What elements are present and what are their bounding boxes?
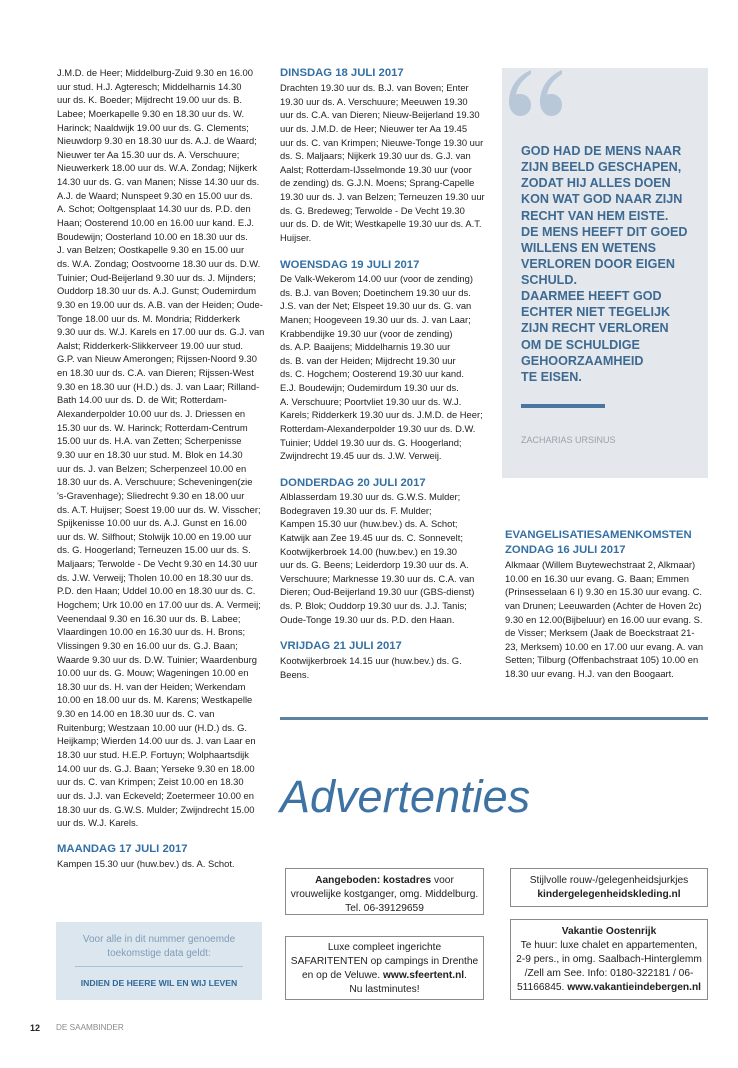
text-line: Setten; Tilburg (Offenbachstraat 105) 10.00 en	[505, 654, 699, 666]
text-line: Harinck; Naaldwijk 19.00 uur ds. G. Clements;	[57, 121, 249, 133]
bold-text: Vakantie Oostenrijk	[561, 926, 657, 937]
text-line: Huijser.	[280, 232, 312, 244]
evangelisation-heading: EVANGELISATIESAMENKOMSTEN	[505, 529, 692, 541]
text-line: Aalst; Ridderkerk-Slikkerveer 19.00 uur stud.	[57, 339, 244, 351]
text-line: J.S. van der Net; Elspeet 19.30 uur ds. G. van	[280, 300, 472, 312]
quote-mark-icon	[505, 68, 567, 116]
text-line: ds. S. Maljaars; Nijkerk 19.30 uur ds. G.J. van	[280, 150, 471, 162]
text-line: Heijkamp; Wierden 14.00 uur ds. J. van Laar en	[57, 735, 256, 747]
text-segment: en op de Veluwe.	[302, 970, 383, 981]
text-line: uur ds. W.J. Karels.	[57, 817, 139, 829]
text-line: Nu lastminutes!	[349, 984, 420, 995]
text-line: A. Verschuure; Poortvliet 19.30 uur ds. W.J.	[280, 395, 462, 407]
text-line: J. van Belzen; Oostkapelle 9.30 en 15.00 uur	[57, 244, 245, 256]
text-line: ds. B. van der Heiden; Mijdrecht 19.30 uur	[280, 354, 456, 366]
text-line: de Visser; Merksem (Jaak de Boeckstraat 21-	[505, 627, 695, 639]
text-line: 14.00 uur ds. G.J. Baan; Yerseke 9.30 en 18.00	[57, 762, 255, 774]
text-line: 10.00 en 18.00 uur ds. M. Karens; Westkapelle	[57, 694, 253, 706]
text-line: Maljaars; Terwolde - De Vecht 9.30 en 14.30 uur	[57, 558, 258, 570]
text-line: Veenendaal 9.30 en 16.30 uur ds. B. Labee;	[57, 612, 241, 624]
text-line: Kampen 15.30 uur (huw.bev.) ds. A. Schot;	[280, 518, 458, 530]
text-line: (Prinsesselaan 6 I) 9.30 en 15.30 uur evang. C.	[505, 586, 702, 598]
quote-mark-left	[509, 70, 531, 116]
text-line: Krabbendijke 19.30 uur (voor de zending)	[280, 327, 453, 339]
section-divider	[280, 717, 708, 720]
service-listing-wednesday	[280, 272, 483, 463]
quote-divider	[521, 404, 605, 408]
text-line: en 18.30 uur ds. C.A. van Dieren; Rijssen-West	[57, 367, 254, 379]
text-line: de zending) ds. G.J.N. Moens; Sprang-Capelle	[280, 177, 475, 189]
text-line: ZIJN BEELD GESCHAPEN,	[521, 160, 682, 175]
text-line: Rotterdam-Alexanderpolder 19.30 uur ds. D.W.	[280, 423, 476, 435]
text-line: 9.30 en 18.30 uur (H.D.) ds. J. van Laar; Rilland-	[57, 380, 260, 392]
bold-text: kindergelegenheidskleding.nl	[537, 889, 681, 900]
text-line: 18.30 uur ds. G.W.S. Mulder; Zwijndrecht 15.00	[57, 803, 255, 815]
publication-name: DE SAAMBINDER	[56, 1023, 124, 1032]
text-line: 9.30 en 14.00 en 18.30 uur ds. C. van	[57, 708, 215, 720]
text-line	[511, 888, 707, 902]
text-line: RECHT VAN HEM EISTE.	[521, 208, 669, 223]
text-line: Karels; Ridderkerk 19.30 uur ds. J.M.D. de Heer;	[280, 409, 483, 421]
text-line: Katwijk aan Zee 19.45 uur ds. C. Sonnevelt;	[280, 531, 463, 543]
text-line: 18.30 uur stud. H.E.P. Fortuyn; Wolphaartsdijk	[57, 749, 249, 761]
text-line: Drachten 19.30 uur ds. B.J. van Boven; Enter	[280, 82, 469, 93]
text-line: 15.00 uur ds. H.A. van Zetten; Scherpenisse	[57, 435, 242, 447]
text-line: Manen; Hoogeveen 19.30 uur ds. J. van Laar;	[280, 313, 471, 325]
bold-text: www.sfeertent.nl	[383, 970, 465, 981]
text-line: uur ds. D. de Wit; Westkapelle 19.30 uur ds. A.T.	[280, 218, 482, 230]
text-line: 's-Gravenhage); Sliedrecht 9.30 en 18.00 uur	[57, 489, 245, 501]
text-line: uur ds. W. Silfhout; Stolwijk 10.00 en 19.00 uur	[57, 530, 252, 542]
text-line: Vlissingen 9.30 en 16.00 uur ds. G.J. Baan;	[57, 639, 238, 651]
text-line: Kootwijkerbroek 14.00 (huw.bev.) en 19.30	[280, 545, 458, 557]
text-line: ZODAT HIJ ALLES DOEN	[521, 176, 671, 191]
text-line: ds. P. Blok; Ouddorp 19.30 uur ds. J.J. Tanis;	[280, 600, 467, 612]
text-line: Voor alle in dit nummer genoemde	[82, 934, 236, 945]
text-line: 2-9 pers., in omg. Saalbach-Hinterglemm	[516, 954, 702, 965]
text-line: Dieren; Oud-Beijerland 19.30 uur (GBS-dienst)	[280, 586, 475, 598]
text-line: Kootwijkerbroek 14.15 uur (huw.bev.) ds. G.	[280, 655, 462, 666]
text-line: Vlaardingen 10.00 en 16.30 uur ds. H. Brons;	[57, 626, 246, 638]
quote-author: ZACHARIAS URSINUS	[521, 435, 616, 445]
text-line: van Drunen; Leeuwarden (Achter de Hoven 2c)	[505, 599, 702, 611]
text-line: Alexanderpolder 10.00 uur ds. J. Driessen en	[57, 408, 246, 420]
text-line: 18.30 uur ds. A. Verschuure; Scheveningen(zie	[57, 476, 253, 488]
evangelisation-date-heading: ZONDAG 16 JULI 2017	[505, 544, 626, 556]
text-line: Nieuwer ter Aa 15.30 uur ds. A. Verschuure;	[57, 148, 240, 160]
text-line	[286, 969, 483, 983]
ad-gelegenheidskleding	[510, 868, 708, 907]
text-line: Ouddorp 18.30 uur ds. A.J. Gunst; Oudemirdum	[57, 285, 257, 297]
text-line: uur ds. C. van Krimpen; Zeist 10.00 en 18.30	[57, 776, 244, 788]
text-segment: 51166845.	[516, 982, 568, 993]
text-line: P.D. den Haan; Uddel 10.00 en 18.30 uur ds. C.	[57, 585, 256, 597]
notice-box	[56, 922, 262, 1000]
text-line: ds. W.A. Zondag; Oostvoorne 18.30 uur ds. D.W.	[57, 257, 261, 269]
text-line: OM DE SCHULDIGE	[521, 337, 640, 352]
day-heading-wednesday: WOENSDAG 19 JULI 2017	[280, 259, 420, 271]
text-line: Spijkenisse 10.00 uur ds. A.J. Gunst en 16.00	[57, 517, 247, 529]
text-line: G.P. van Nieuw Amerongen; Rijssen-Noord 9.30	[57, 353, 257, 365]
text-line: uur ds. K. Boeder; Mijdrecht 19.00 uur ds. B.	[57, 94, 242, 106]
page-number: 12	[30, 1023, 41, 1033]
text-line: Beens.	[280, 668, 310, 680]
text-line	[511, 925, 707, 939]
text-line: Tuinier; Uddel 19.30 uur ds. G. Hoogerland;	[280, 436, 462, 448]
text-line: 19.30 uur ds. J. van Belzen; Terneuzen 19.30 uur	[280, 191, 485, 203]
text-line: Verschuure; Marknesse 19.30 uur ds. C.A. van	[280, 572, 475, 584]
text-line: E.J. Boudewijn; Oudemirdum 19.30 uur ds.	[280, 382, 459, 394]
text-line: 18.30 uur ds. H. van der Heiden; Werkendam	[57, 680, 246, 692]
text-line: Boudewijn; Oosterland 10.00 en 18.30 uur ds.	[57, 230, 248, 242]
day-heading-monday: MAANDAG 17 JULI 2017	[57, 843, 188, 855]
text-line: A.J. de Waard; Nunspeet 9.30 en 15.00 uur ds.	[57, 189, 253, 201]
text-line: A. Schot; Ooltgensplaat 14.30 uur ds. P.D. den	[57, 203, 251, 215]
text-line: Tel. 06-39129659	[345, 903, 424, 914]
text-line: Ruitenburg; Westzaan 10.00 uur (H.D.) ds. G.	[57, 721, 248, 733]
text-line: ZIJN RECHT VERLOREN	[521, 321, 669, 336]
text-line: De Valk-Wekerom 14.00 uur (voor de zending)	[280, 273, 473, 284]
notice-emphasis: INDIEN DE HEERE WIL EN WIJ LEVEN	[80, 978, 238, 988]
text-line: ds. G. Bredeweg; Terwolde - De Vecht 19.30	[280, 204, 465, 216]
service-listing-friday	[280, 654, 462, 681]
text-line: Nieuwdorp 9.30 en 18.30 uur ds. A.J. de Waard;	[57, 135, 257, 147]
text-line: ds. B.J. van Boven; Doetinchem 19.30 uur ds.	[280, 286, 471, 298]
bold-text: www.vakantieindebergen.nl	[567, 982, 702, 993]
text-line: ECHTER NIET TEGELIJK	[521, 305, 671, 320]
text-line: Aalst; Rotterdam-IJsselmonde 19.30 uur (voor	[280, 163, 472, 175]
text-line: 9.30 uur en 18.30 uur stud. M. Blok en 14.30	[57, 448, 243, 460]
text-line: 10.00 uur ds. G. Mouw; Wageningen 10.00 en	[57, 667, 249, 679]
text-line: uur ds. C. van Krimpen; Nieuwe-Tonge 19.30 uur	[280, 136, 484, 148]
quote-mark-right	[540, 70, 562, 116]
text-line: GEHOORZAAMHEID	[521, 353, 644, 368]
text-line: DAARMEE HEEFT GOD	[521, 289, 662, 304]
text-line: ds. A.P. Baaijens; Middelharnis 19.30 uur	[280, 341, 451, 353]
text-line: Bodegraven 19.30 uur ds. F. Mulder;	[280, 504, 432, 516]
service-listing-thursday	[280, 490, 474, 626]
evangelisation-listing	[505, 558, 703, 681]
text-line: Luxe compleet ingerichte	[327, 942, 442, 953]
notice-text	[56, 933, 262, 961]
ad-kostadres	[285, 868, 484, 915]
text-line	[511, 981, 707, 995]
text-line: Kampen 15.30 uur (huw.bev.) ds. A. Schot.	[57, 858, 235, 869]
text-line: 19.30 uur ds. A. Verschuure; Meeuwen 19.30	[280, 95, 468, 107]
text-line: Tuinier; Oud-Beijerland 9.30 uur ds. J. Mijnders;	[57, 271, 256, 283]
text-line: uur ds. J.J. van Eckeveld; Zoetermeer 10.00 en	[57, 789, 254, 801]
quote-text	[521, 143, 688, 385]
text-line: Stijlvolle rouw-/gelegenheidsjurkjes	[529, 875, 689, 886]
text-line: uur ds. G. Beens; Leiderdorp 19.30 uur ds. A.	[280, 559, 469, 571]
text-line: ds. J.W. Verweij; Tholen 10.00 en 18.30 uur ds.	[57, 571, 254, 583]
bold-text: Aangeboden: kostadres	[315, 875, 432, 886]
text-line: Alkmaar (Willem Buytewechstraat 2, Alkmaar)	[505, 559, 696, 570]
text-line: DE MENS HEEFT DIT GOED	[521, 224, 688, 239]
text-line: 18.30 uur evang. H.J. van den Boogaart.	[505, 668, 674, 680]
text-line: 9.30 uur ds. W.J. Karels en 17.00 uur ds. G.J. van	[57, 326, 265, 338]
text-line: 9.30 en 12.00(Bijbeluur) en 16.00 uur evang. S.	[505, 613, 703, 625]
text-line: Haan; Oosterend 10.00 en 16.00 uur kand. E.J.	[57, 217, 255, 229]
text-segment: voor	[431, 875, 454, 886]
text-line: VERLOREN DOOR EIGEN	[521, 256, 675, 271]
text-line: SCHULD.	[521, 273, 577, 287]
text-line: vrouwelijke kostganger, omg. Middelburg.	[290, 889, 479, 900]
text-line: 14.30 uur ds. G. van Manen; Nisse 14.30 uur ds.	[57, 176, 260, 188]
ad-vakantie-oostenrijk	[510, 919, 708, 1000]
text-line	[286, 874, 483, 888]
text-line: ds. G. Hoogerland; Terneuzen 15.00 uur ds. S.	[57, 544, 251, 556]
text-line: Oude-Tonge 19.30 uur ds. P.D. den Haan.	[280, 613, 455, 625]
quote-box	[502, 68, 708, 478]
text-line: WILLENS EN WETENS	[521, 240, 657, 255]
text-line: uur ds. J. van Belzen; Scherpenzeel 10.00 en	[57, 462, 247, 474]
text-line: uur ds. C.A. van Dieren; Nieuw-Beijerland 19.30	[280, 109, 480, 121]
ad-safaritenten	[285, 936, 484, 1000]
text-line: Waarde 9.30 uur ds. D.W. Tuinier; Waardenburg	[57, 653, 257, 665]
text-line: GOD HAD DE MENS NAAR	[521, 144, 682, 158]
service-listing-monday	[57, 857, 235, 871]
text-line: Tonge 18.00 uur ds. M. Mondria; Ridderkerk	[57, 312, 240, 324]
text-line: /Zell am See. Info: 0180-322181 / 06-	[524, 968, 694, 979]
text-line: J.M.D. de Heer; Middelburg-Zuid 9.30 en 16.00	[57, 67, 253, 78]
day-heading-thursday: DONDERDAG 20 JULI 2017	[280, 477, 426, 489]
text-line: 10.00 en 16.30 uur evang. G. Baan; Emmen	[505, 572, 689, 584]
text-line: SAFARITENTEN op campings in Drenthe	[290, 956, 479, 967]
text-line: ds. A.T. Huijser; Soest 19.00 uur ds. W. Visscher;	[57, 503, 261, 515]
text-line: Te huur: luxe chalet en appartementen,	[520, 940, 698, 951]
text-line: 9.30 en 19.00 uur ds. A.B. van der Heiden; Oude-	[57, 298, 263, 310]
notice-divider	[75, 966, 243, 967]
text-segment: .	[464, 970, 467, 981]
day-heading-friday: VRIJDAG 21 JULI 2017	[280, 640, 402, 652]
text-line: Labee; Moerkapelle 9.30 en 18.30 uur ds. W.	[57, 107, 245, 119]
text-line: Nieuwerkerk 18.00 uur ds. W.A. Zondag; Nijkerk	[57, 162, 258, 174]
text-line: TE EISEN.	[521, 369, 582, 384]
text-line: Zwijndrecht 19.45 uur ds. J.W. Verweij.	[280, 450, 442, 462]
text-line: Alblasserdam 19.30 uur ds. G.W.S. Mulder;	[280, 491, 461, 502]
service-listing-continued	[57, 66, 264, 830]
text-line: ds. C. Hogchem; Oosterend 19.30 uur kand.	[280, 368, 464, 380]
text-line: Hogchem; Urk 10.00 en 17.00 uur ds. A. Vermeij;	[57, 598, 261, 610]
text-line: Bath 14.00 uur ds. D. de Wit; Rotterdam-	[57, 394, 227, 406]
text-line: 15.30 uur ds. W. Harinck; Rotterdam-Centrum	[57, 421, 248, 433]
text-line: KON WAT GOD NAAR ZIJN	[521, 192, 683, 207]
day-heading-tuesday: DINSDAG 18 JULI 2017	[280, 67, 404, 79]
text-line: uur stud. H.J. Agteresch; Middelharnis 14.30	[57, 80, 242, 92]
text-line: 23, Merksem) 10.00 en 17.00 uur evang. A. van	[505, 640, 704, 652]
advertisements-title: Advertenties	[280, 771, 531, 822]
text-line: uur ds. J.M.D. de Heer; Nieuwer ter Aa 19.45	[280, 122, 468, 134]
text-line: toekomstige data geldt:	[107, 948, 211, 959]
service-listing-tuesday	[280, 81, 485, 245]
